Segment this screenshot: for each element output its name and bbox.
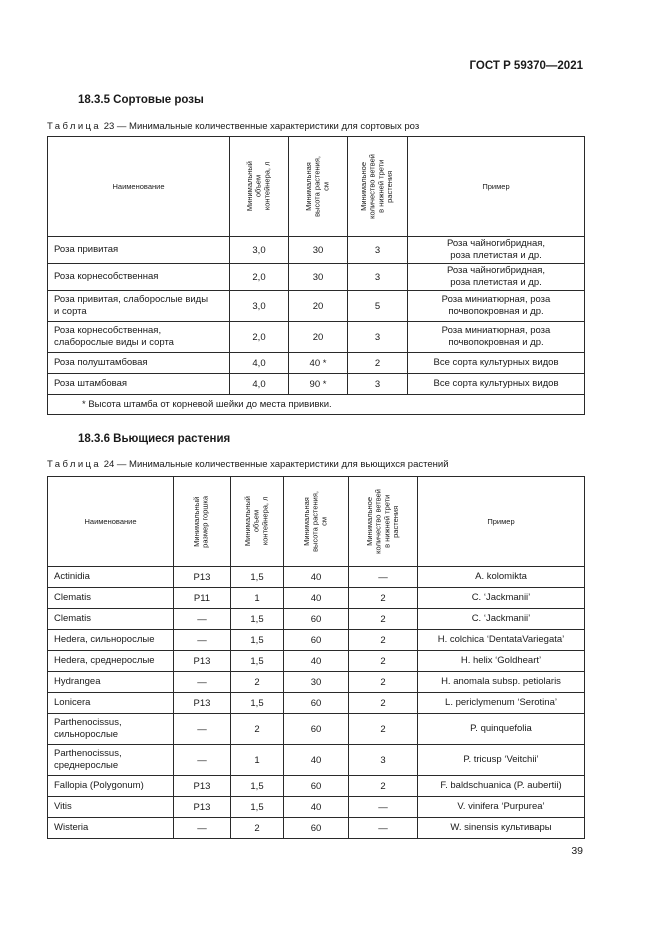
cell-name: Роза корнесобственная [48, 264, 230, 291]
cell-name: Vitis [48, 797, 174, 818]
cell-name: Роза штамбовая [48, 374, 230, 395]
cell-branches: — [349, 567, 418, 588]
table-row [48, 714, 585, 745]
footnote-row [48, 395, 585, 415]
cell-example: C. ‘Jackmanii’ [418, 609, 585, 630]
cell-branches: 2 [349, 630, 418, 651]
table-row [48, 630, 585, 651]
table-row [48, 609, 585, 630]
cell-name: Wisteria [48, 818, 174, 839]
footnote: * Высота штамба от корневой шейки до места прививки. [48, 395, 585, 415]
cell-height: 40 [284, 567, 349, 588]
section-title-climbers: 18.3.6 Вьющиеся растения [78, 433, 231, 445]
cell-example: H. colchica ‘DentataVariegata’ [418, 630, 585, 651]
cell-height: 30 [289, 264, 348, 291]
cell-name: Hydrangea [48, 672, 174, 693]
cell-volume: 1,5 [231, 651, 284, 672]
cell-height: 30 [289, 237, 348, 264]
cell-example: Роза миниатюрная, роза почвопокровная и др. [408, 291, 585, 322]
cell-example: Все сорта культурных видов [408, 353, 585, 374]
cell-volume: 3,0 [230, 237, 289, 264]
header-branches: Минимальное количество ветвей в нижней трети растения [349, 477, 418, 567]
cell-volume: 3,0 [230, 291, 289, 322]
cell-branches: 3 [348, 322, 408, 353]
table-row [48, 291, 585, 322]
cell-example: P. quinquefolia [418, 714, 585, 745]
cell-branches: 2 [349, 693, 418, 714]
cell-branches: 2 [349, 651, 418, 672]
roses-table [47, 136, 585, 415]
cell-volume: 1,5 [231, 776, 284, 797]
table-row [48, 745, 585, 776]
table-row [48, 693, 585, 714]
cell-pot: — [174, 630, 231, 651]
cell-branches: 3 [348, 264, 408, 291]
cell-branches: 3 [349, 745, 418, 776]
cell-name: Clematis [48, 588, 174, 609]
cell-pot: P13 [174, 651, 231, 672]
cell-pot: — [174, 672, 231, 693]
cell-height: 40 [284, 797, 349, 818]
header-example: Пример [408, 137, 585, 237]
cell-volume: 1,5 [231, 693, 284, 714]
table-row [48, 797, 585, 818]
page-number: 39 [571, 845, 583, 857]
cell-height: 40 [284, 651, 349, 672]
header-branches: Минимальное количество ветвей в нижней трети растения [348, 137, 408, 237]
cell-example: F. baldschuanica (P. aubertii) [418, 776, 585, 797]
cell-volume: 2,0 [230, 322, 289, 353]
cell-pot: P13 [174, 693, 231, 714]
header-name: Наименование [48, 477, 174, 567]
table-header-row [48, 137, 585, 237]
header-pot-size: Минимальный размер горшка [174, 477, 231, 567]
cell-example: W. sinensis культивары [418, 818, 585, 839]
cell-name: Clematis [48, 609, 174, 630]
cell-volume: 2,0 [230, 264, 289, 291]
cell-volume: 2 [231, 714, 284, 745]
cell-branches: 3 [348, 374, 408, 395]
cell-name: Роза корнесобственная, слаборослые виды и сорта [48, 322, 230, 353]
cell-name: Роза полуштамбовая [48, 353, 230, 374]
cell-volume: 1,5 [231, 630, 284, 651]
cell-example: Роза чайногибридная, роза плетистая и др. [408, 237, 585, 264]
table-row [48, 567, 585, 588]
cell-volume: 1,5 [231, 797, 284, 818]
table-row [48, 818, 585, 839]
table24-caption-text: 24 — Минимальные количественные характеристики для вьющихся растений [101, 459, 449, 470]
cell-pot: P11 [174, 588, 231, 609]
cell-branches: — [349, 797, 418, 818]
cell-branches: 2 [349, 672, 418, 693]
cell-branches: 2 [348, 353, 408, 374]
cell-name: Fallopia (Polygonum) [48, 776, 174, 797]
cell-name: Actinidia [48, 567, 174, 588]
cell-volume: 2 [231, 818, 284, 839]
table-row [48, 776, 585, 797]
cell-height: 40 [284, 588, 349, 609]
header-height: Минимальная высота растения, см [289, 137, 348, 237]
cell-branches: 2 [349, 714, 418, 745]
cell-height: 60 [284, 609, 349, 630]
header-example: Пример [418, 477, 585, 567]
table-row [48, 588, 585, 609]
cell-height: 40 * [289, 353, 348, 374]
cell-height: 20 [289, 322, 348, 353]
header-height: Минимальная высота растения, см [284, 477, 349, 567]
cell-volume: 2 [231, 672, 284, 693]
cell-name: Роза привитая, слаборослые виды и сорта [48, 291, 230, 322]
cell-branches: 2 [349, 776, 418, 797]
table23-caption-text: 23 — Минимальные количественные характеристики для сортовых роз [101, 121, 420, 132]
cell-pot: — [174, 818, 231, 839]
table23-caption-label: Таблица [47, 121, 102, 132]
cell-name: Parthenocissus, сильнорослые [48, 714, 174, 745]
cell-name: Parthenocissus, среднерослые [48, 745, 174, 776]
cell-branches: 2 [349, 609, 418, 630]
table24-caption [47, 459, 449, 470]
cell-volume: 4,0 [230, 374, 289, 395]
table-row [48, 672, 585, 693]
header-volume: Минимальный объем контейнера, л [230, 137, 289, 237]
cell-volume: 1 [231, 588, 284, 609]
cell-pot: — [174, 745, 231, 776]
cell-pot: P13 [174, 567, 231, 588]
cell-example: C. ‘Jackmanii’ [418, 588, 585, 609]
header-name: Наименование [48, 137, 230, 237]
cell-name: Роза привитая [48, 237, 230, 264]
cell-height: 60 [284, 630, 349, 651]
cell-branches: — [349, 818, 418, 839]
cell-example: H. helix ‘Goldheart’ [418, 651, 585, 672]
document-code: ГОСТ Р 59370—2021 [469, 60, 583, 72]
table-row [48, 374, 585, 395]
cell-example: P. tricusp ‘Veitchii’ [418, 745, 585, 776]
table-header-row [48, 477, 585, 567]
cell-pot: — [174, 714, 231, 745]
cell-height: 60 [284, 693, 349, 714]
cell-example: Все сорта культурных видов [408, 374, 585, 395]
climbers-table [47, 476, 585, 839]
cell-name: Hedera, среднерослые [48, 651, 174, 672]
cell-volume: 4,0 [230, 353, 289, 374]
table24-caption-label: Таблица [47, 459, 102, 470]
cell-height: 60 [284, 776, 349, 797]
cell-height: 60 [284, 818, 349, 839]
cell-example: Роза миниатюрная, роза почвопокровная и др. [408, 322, 585, 353]
table-row [48, 237, 585, 264]
cell-pot: — [174, 609, 231, 630]
cell-example: Роза чайногибридная, роза плетистая и др. [408, 264, 585, 291]
table-row [48, 353, 585, 374]
cell-name: Hedera, сильнорослые [48, 630, 174, 651]
cell-branches: 3 [348, 237, 408, 264]
cell-pot: P13 [174, 797, 231, 818]
cell-height: 60 [284, 714, 349, 745]
table23-caption [47, 121, 419, 132]
cell-example: V. vinifera ‘Purpurea’ [418, 797, 585, 818]
cell-example: H. anomala subsp. petiolaris [418, 672, 585, 693]
cell-height: 20 [289, 291, 348, 322]
cell-height: 30 [284, 672, 349, 693]
cell-volume: 1,5 [231, 567, 284, 588]
cell-branches: 2 [349, 588, 418, 609]
table-row [48, 651, 585, 672]
cell-volume: 1,5 [231, 609, 284, 630]
section-title-roses: 18.3.5 Сортовые розы [78, 94, 204, 106]
cell-volume: 1 [231, 745, 284, 776]
cell-height: 90 * [289, 374, 348, 395]
table-row [48, 264, 585, 291]
cell-example: A. kolomikta [418, 567, 585, 588]
cell-example: L. periclymenum ‘Serotina’ [418, 693, 585, 714]
cell-branches: 5 [348, 291, 408, 322]
cell-name: Lonicera [48, 693, 174, 714]
header-volume: Минимальный объем контейнера, л [231, 477, 284, 567]
cell-height: 40 [284, 745, 349, 776]
table-row [48, 322, 585, 353]
cell-pot: P13 [174, 776, 231, 797]
